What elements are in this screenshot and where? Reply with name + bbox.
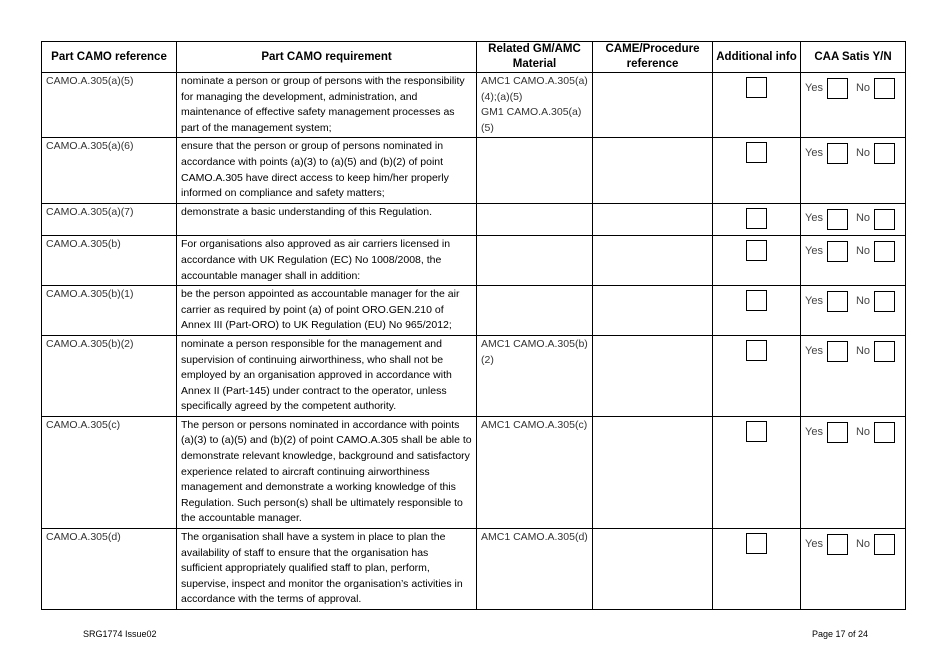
came-procedure-cell[interactable] [593, 529, 713, 610]
table-row [42, 138, 906, 203]
caa-satis-cell [801, 203, 906, 236]
yes-checkbox[interactable] [827, 241, 848, 262]
yes-checkbox[interactable] [827, 209, 848, 230]
yes-label: Yes [805, 425, 823, 438]
caa-satis-cell [801, 236, 906, 286]
additional-info-cell [713, 529, 801, 610]
table-row [42, 335, 906, 416]
footer-doc-ref: SRG1774 Issue02 [83, 629, 157, 639]
yes-label: Yes [805, 294, 823, 307]
table-row [42, 203, 906, 236]
reference-cell: CAMO.A.305(b)(1) [42, 286, 177, 336]
requirement-cell: be the person appointed as accountable manager for the air carrier as required by point (a) of point ORO.GEN.210 of Annex III (Part-ORO) to UK Regulation (EU) No 965/2012; [177, 286, 477, 336]
no-label: No [855, 537, 871, 550]
header-req: Part CAMO requirement [177, 42, 477, 73]
gm-amc-cell [477, 73, 593, 138]
yes-checkbox[interactable] [827, 341, 848, 362]
additional-info-checkbox[interactable] [746, 340, 767, 361]
yes-no-group [805, 241, 895, 262]
requirement-cell: ensure that the person or group of persons nominated in accordance with points (a)(3) to (a)(5) and (b)(2) of point CAMO.A.305 have direct access to keep him/her properly informed on compliance and safety matters; [177, 138, 477, 203]
caa-satis-cell [801, 529, 906, 610]
came-procedure-cell[interactable] [593, 203, 713, 236]
yes-label: Yes [805, 147, 823, 160]
footer-page-number: Page 17 of 24 [811, 629, 868, 639]
header-came: CAME/Procedure reference [593, 42, 713, 73]
additional-info-checkbox[interactable] [746, 77, 767, 98]
yes-checkbox[interactable] [827, 143, 848, 164]
reference-cell: CAMO.A.305(d) [42, 529, 177, 610]
additional-info-cell [713, 416, 801, 528]
yes-no-group [805, 78, 895, 99]
caa-satis-cell [801, 335, 906, 416]
came-procedure-cell[interactable] [593, 286, 713, 336]
additional-info-cell [713, 138, 801, 203]
came-procedure-cell[interactable] [593, 138, 713, 203]
yes-no-group [805, 534, 895, 555]
yes-no-group [805, 341, 895, 362]
came-procedure-cell[interactable] [593, 236, 713, 286]
no-label: No [855, 344, 871, 357]
no-label: No [855, 212, 871, 225]
requirement-cell: nominate a person or group of persons with the responsibility for managing the development, administration, and maintenance of effective safety management processes as part of the management system; [177, 73, 477, 138]
additional-info-cell [713, 236, 801, 286]
gm-amc-cell [477, 236, 593, 286]
additional-info-checkbox[interactable] [746, 142, 767, 163]
additional-info-checkbox[interactable] [746, 240, 767, 261]
reference-cell: CAMO.A.305(a)(5) [42, 73, 177, 138]
gm-amc-cell [477, 203, 593, 236]
table-row [42, 529, 906, 610]
yes-no-group [805, 143, 895, 164]
no-checkbox[interactable] [874, 241, 895, 262]
no-checkbox[interactable] [874, 209, 895, 230]
yes-checkbox[interactable] [827, 422, 848, 443]
yes-no-group [805, 422, 895, 443]
gm-amc-reference: GM1 CAMO.A.305(a)(5) [481, 106, 582, 134]
reference-cell: CAMO.A.305(b) [42, 236, 177, 286]
yes-label: Yes [805, 537, 823, 550]
additional-info-cell [713, 286, 801, 336]
table-header-row [42, 42, 906, 73]
no-label: No [855, 147, 871, 160]
yes-checkbox[interactable] [827, 78, 848, 99]
no-checkbox[interactable] [874, 143, 895, 164]
gm-amc-cell [477, 138, 593, 203]
came-procedure-cell[interactable] [593, 73, 713, 138]
yes-label: Yes [805, 81, 823, 94]
no-checkbox[interactable] [874, 341, 895, 362]
no-label: No [855, 81, 871, 94]
gm-amc-cell [477, 416, 593, 528]
reference-cell: CAMO.A.305(a)(7) [42, 203, 177, 236]
yes-no-group [805, 291, 895, 312]
came-procedure-cell[interactable] [593, 416, 713, 528]
no-checkbox[interactable] [874, 422, 895, 443]
no-label: No [855, 245, 871, 258]
camo-checklist-table [41, 41, 906, 610]
table-row [42, 236, 906, 286]
reference-cell: CAMO.A.305(a)(6) [42, 138, 177, 203]
table-row [42, 286, 906, 336]
caa-satis-cell [801, 286, 906, 336]
gm-amc-cell [477, 286, 593, 336]
caa-satis-cell [801, 138, 906, 203]
yes-checkbox[interactable] [827, 291, 848, 312]
caa-satis-cell [801, 73, 906, 138]
requirement-cell: For organisations also approved as air carriers licensed in accordance with UK Regulation (EC) No 1008/2008, the accountable manager shall in addition: [177, 236, 477, 286]
no-checkbox[interactable] [874, 534, 895, 555]
came-procedure-cell[interactable] [593, 335, 713, 416]
yes-label: Yes [805, 212, 823, 225]
yes-no-group [805, 209, 895, 230]
additional-info-cell [713, 335, 801, 416]
header-info: Additional info [713, 42, 801, 73]
reference-cell: CAMO.A.305(b)(2) [42, 335, 177, 416]
requirement-cell: nominate a person responsible for the management and supervision of continuing airworthiness, who shall not be employed by an organisation approved in accordance with Annex II (Part-145) under contract to the operator, unless specifically agreed by the competent authority. [177, 335, 477, 416]
gm-amc-reference: AMC1 CAMO.A.305(c) [481, 418, 588, 431]
gm-amc-reference: AMC1 CAMO.A.305(d) [481, 531, 588, 544]
no-label: No [855, 425, 871, 438]
additional-info-checkbox[interactable] [746, 533, 767, 554]
gm-amc-reference: AMC1 CAMO.A.305(b)(2) [481, 337, 588, 366]
header-satis: CAA Satis Y/N [801, 42, 906, 73]
no-checkbox[interactable] [874, 291, 895, 312]
table-row [42, 416, 906, 528]
caa-satis-cell [801, 416, 906, 528]
gm-amc-cell [477, 529, 593, 610]
yes-checkbox[interactable] [827, 534, 848, 555]
yes-label: Yes [805, 344, 823, 357]
requirement-cell: The organisation shall have a system in place to plan the availability of staff to ensure that the organisation has sufficient appropriately qualified staff to plan, perform, supervise, inspect and monitor the organisation’s activities in accordance with the terms of approval. [177, 529, 477, 610]
reference-cell: CAMO.A.305(c) [42, 416, 177, 528]
additional-info-checkbox[interactable] [746, 290, 767, 311]
table-row [42, 73, 906, 138]
requirement-cell: demonstrate a basic understanding of this Regulation. [177, 203, 477, 236]
requirement-cell: The person or persons nominated in accordance with points (a)(3) to (a)(5) and (b)(2) of point CAMO.A.305 shall be able to demonstrate relevant knowledge, background and satisfactory experience related to aircraft continuing airworthiness management and demonstrate a working knowledge of this Regulation. Such person(s) shall be ultimately responsible to the accountable manager. [177, 416, 477, 528]
yes-label: Yes [805, 245, 823, 258]
additional-info-cell [713, 203, 801, 236]
gm-amc-reference: AMC1 CAMO.A.305(a)(4);(a)(5) [481, 75, 588, 103]
additional-info-checkbox[interactable] [746, 208, 767, 229]
no-label: No [855, 294, 871, 307]
no-checkbox[interactable] [874, 78, 895, 99]
header-ref: Part CAMO reference [42, 42, 177, 73]
gm-amc-cell [477, 335, 593, 416]
additional-info-cell [713, 73, 801, 138]
additional-info-checkbox[interactable] [746, 421, 767, 442]
header-gm: Related GM/AMC Material [477, 42, 593, 73]
